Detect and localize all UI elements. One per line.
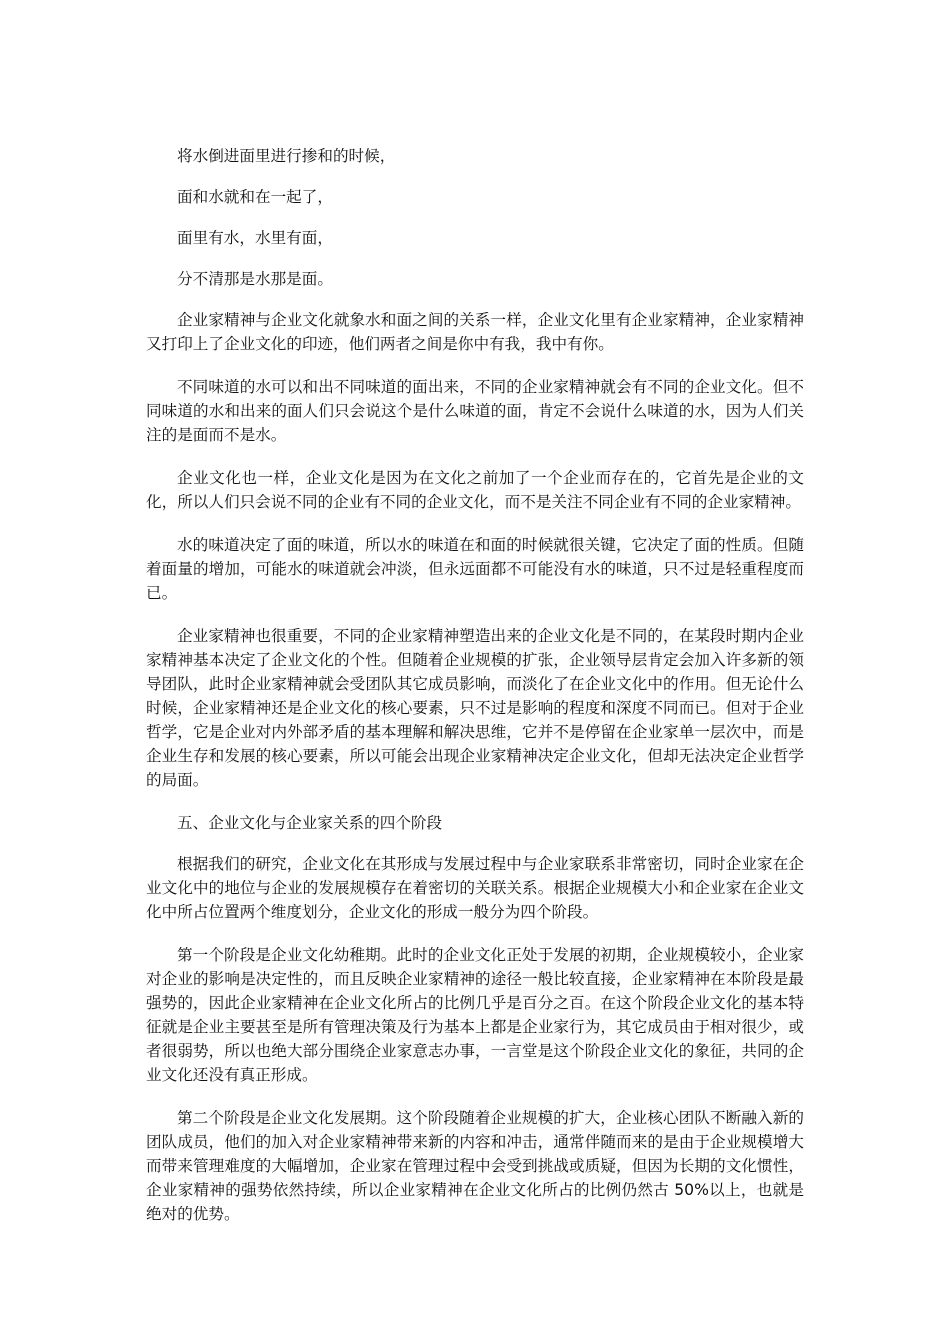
- body-paragraph: 企业家精神与企业文化就象水和面之间的关系一样，企业文化里有企业家精神，企业家精神又打印上了企业文化的印迹，他们两者之间是你中有我，我中有你。: [146, 311, 804, 353]
- body-paragraph: 企业文化也一样，企业文化是因为在文化之前加了一个企业而存在的，它首先是企业的文化，所以人们只会说不同的企业有不同的企业文化，而不是关注不同企业有不同的企业家精神。: [146, 469, 804, 511]
- poem-line: 分不清那是水那是面。: [177, 270, 333, 288]
- body-paragraph: 企业家精神也很重要，不同的企业家精神塑造出来的企业文化是不同的，在某段时期内企业家精神基本决定了企业文化的个性。但随着企业规模的扩张，企业领导层肯定会加入许多新的领导团队，此时企业家精神就会受团队其它成员影响，而淡化了在企业文化中的作用。但无论什么时候，企业家精神还是企业文化的核心要素，只不过是影响的程度和深度不同而已。但对于企业哲学，它是企业对内外部矛盾的基本理解和解决思维，它并不是停留在企业家单一层次中，而是企业生存和发展的核心要素，所以可能会出现企业家精神决定企业文化，但却无法决定企业哲学的局面。: [146, 627, 804, 789]
- poem-line: 将水倒进面里进行掺和的时候，: [177, 147, 396, 165]
- body-paragraph: 根据我们的研究，企业文化在其形成与发展过程中与企业家联系非常密切，同时企业家在企业文化中的地位与企业的发展规模存在着密切的关联关系。根据企业规模大小和企业家在企业文化中所占位置两个维度划分，企业文化的形成一般分为四个阶段。: [146, 855, 804, 921]
- poem-line: 面和水就和在一起了，: [177, 188, 333, 206]
- body-paragraph: 水的味道决定了面的味道，所以水的味道在和面的时候就很关键，它决定了面的性质。但随着面量的增加，可能水的味道就会冲淡，但永远面都不可能没有水的味道，只不过是轻重程度而已。: [146, 536, 804, 602]
- body-paragraph: 第二个阶段是企业文化发展期。这个阶段随着企业规模的扩大，企业核心团队不断融入新的团队成员，他们的加入对企业家精神带来新的内容和冲击，通常伴随而来的是由于企业规模增大而带来管理难度的大幅增加，企业家在管理过程中会受到挑战或质疑，但因为长期的文化惯性，企业家精神的强势依然持续，所以企业家精神在企业文化所占的比例仍然古 50%以上，也就是绝对的优势。: [146, 1109, 804, 1223]
- section-heading: 五、企业文化与企业家关系的四个阶段: [177, 814, 443, 832]
- poem-line: 面里有水，水里有面，: [177, 229, 333, 247]
- document-body: [146, 144, 804, 1245]
- body-paragraph: 不同味道的水可以和出不同味道的面出来，不同的企业家精神就会有不同的企业文化。但不同味道的水和出来的面人们只会说这个是什么味道的面，肯定不会说什么味道的水，因为人们关注的是面而不是水。: [146, 378, 804, 444]
- body-paragraph: 第一个阶段是企业文化幼稚期。此时的企业文化正处于发展的初期，企业规模较小，企业家对企业的影响是决定性的，而且反映企业家精神的途径一般比较直接，企业家精神在本阶段是最强势的，因此企业家精神在企业文化所占的比例几乎是百分之百。在这个阶段企业文化的基本特征就是企业主要甚至是所有管理决策及行为基本上都是企业家行为，其它成员由于相对很少，或者很弱势，所以也绝大部分围绕企业家意志办事，一言堂是这个阶段企业文化的象征，共同的企业文化还没有真正形成。: [146, 946, 804, 1084]
